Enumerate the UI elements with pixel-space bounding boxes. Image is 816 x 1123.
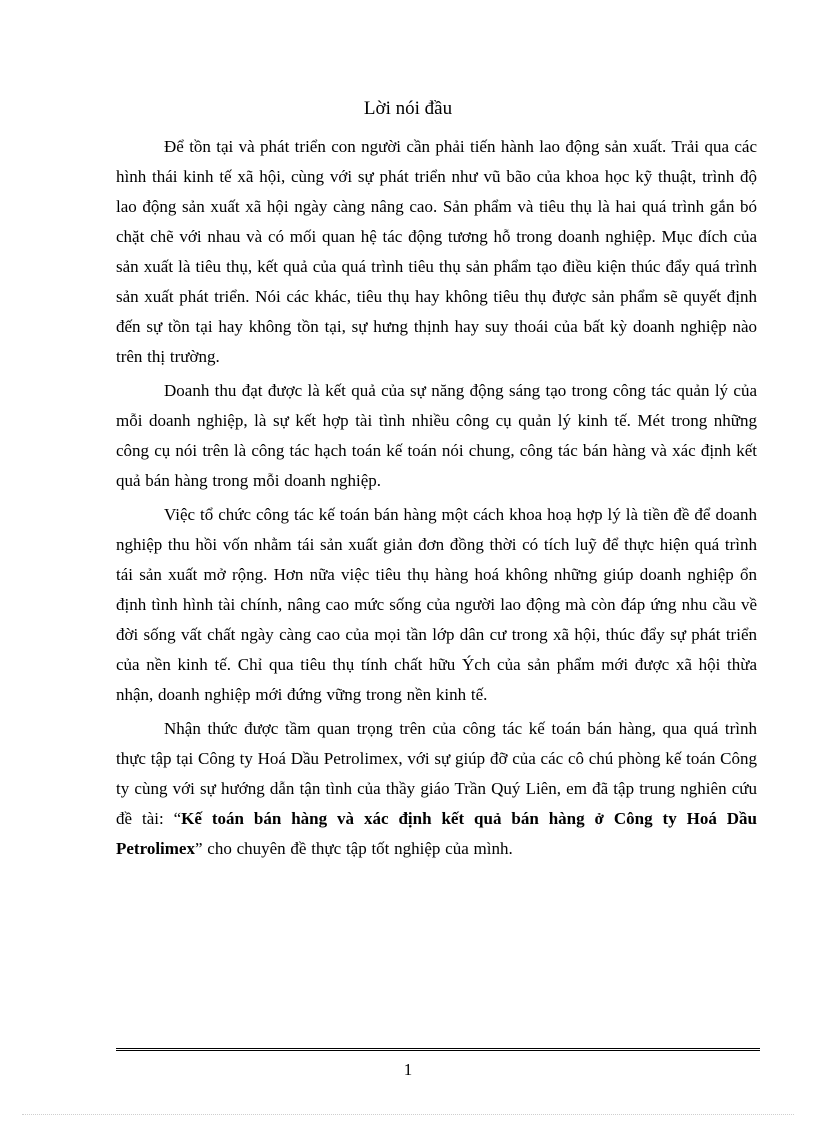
paragraph-2: Doanh thu đạt được là kết quả của sự năng động sáng tạo trong công tác quản lý của mỗi doanh nghiệp, là sự kết hợp tài tình nhiều công cụ quản lý kinh tế. Mét trong những công cụ nói trên là công tác hạch toán kế toán nói chung, công tác bán hàng và xác định kết quả bán hàng trong mỗi doanh nghiệp.: [116, 381, 757, 490]
paragraph-3: Việc tổ chức công tác kế toán bán hàng một cách khoa hoạ hợp lý là tiền đề để doanh nghiệp thu hồi vốn nhằm tái sản xuất giản đơn đồng thời có tích luỹ để thực hiện quá trình tái sản xuất mở rộng. Hơn nữa việc tiêu thụ hàng hoá không những giúp doanh nghiệp ổn định tình hình tài chính, nâng cao mức sống của người lao động mà còn đáp ứng nhu cầu về đời sống vất chất ngày càng cao của mọi tần lớp dân cư trong xã hội, thúc đẩy sự phát triển của nền kinh tế. Chỉ qua tiêu thụ tính chất hữu Ých của sản phẩm mới được xã hội thừa nhận, doanh nghiệp mới đứng vững trong nền kinh tế.: [116, 505, 757, 704]
page-edge-divider: [22, 1114, 794, 1115]
paragraph-4-intro: Nhận thức được tầm quan trọng trên của công tác kế toán bán hàng, qua quá trình thực tập tại Công ty Hoá Dầu Petrolimex, với sự giúp đỡ của các cô chú phòng kế toán Công ty cùng với sự hướng dẫn tận tình của thầy giáo Trần Quý Liên, em đã tập trung nghiên cứu đề tài: “: [116, 719, 757, 828]
paragraph-4: [116, 714, 757, 864]
paragraph-4-ending: ” cho chuyên đề thực tập tốt nghiệp của mình.: [194, 839, 513, 858]
page-number: 1: [403, 1060, 413, 1079]
page-title: Lời nói đầu: [363, 98, 453, 119]
thesis-topic: Kế toán bán hàng và xác định kết quả bán hàng ở Công ty Hoá Dầu Petrolimex: [116, 809, 757, 858]
paragraph-1: Để tồn tại và phát triển con người cần phải tiến hành lao động sản xuất. Trải qua các hình thái kinh tế xã hội, cùng với sự phát triển như vũ bão của khoa học kỹ thuật, trình độ lao động sản xuất xã hội ngày càng nâng cao. Sản phẩm và tiêu thụ là hai quá trình gắn bó chặt chẽ với nhau và có mối quan hệ tác động tương hỗ trong doanh nghiệp. Mục đích của sản xuất là tiêu thụ, kết quả của quá trình tiêu thụ sản phẩm tạo điều kiện thúc đẩy quá trình sản xuất phát triển. Nói các khác, tiêu thụ hay không tiêu thụ được sản phẩm sẽ quyết định đến sự tồn tại hay không tồn tại, sự hưng thịnh hay suy thoái của bất kỳ doanh nghiệp nào trên thị trường.: [116, 137, 757, 366]
body-text: [116, 132, 757, 864]
footer-divider: [116, 1048, 760, 1051]
